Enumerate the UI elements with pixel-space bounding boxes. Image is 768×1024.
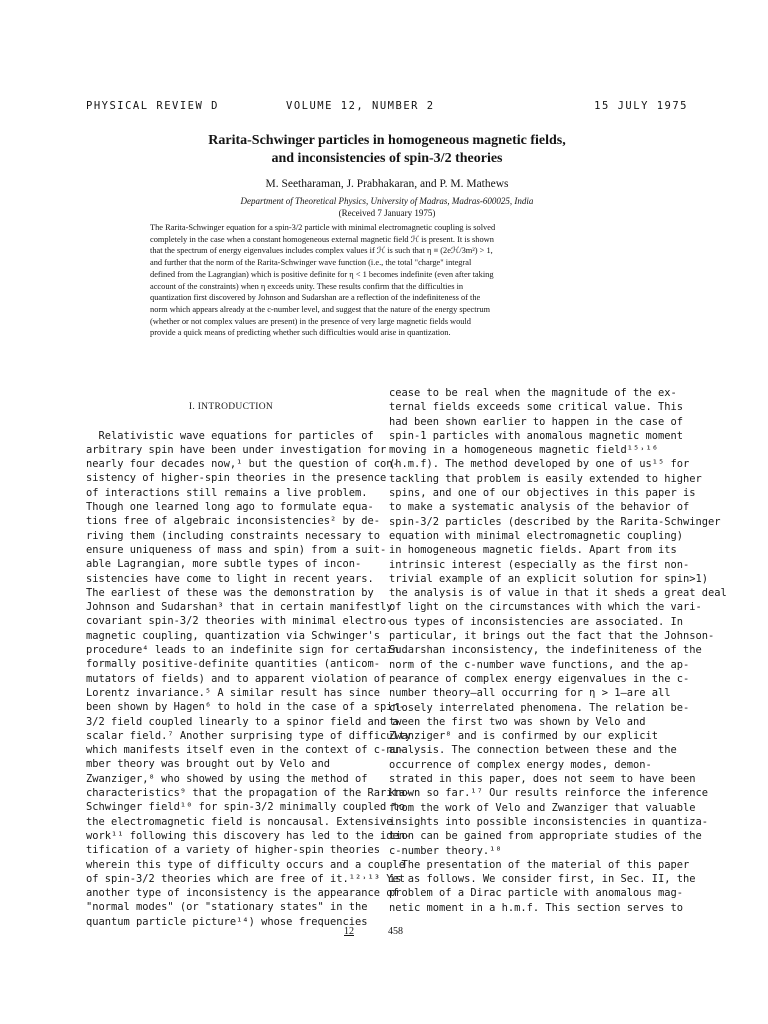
text-line: Relativistic wave equations for particles of	[86, 429, 374, 442]
text-line: scalar field.⁷ Another surprising type of difficulty	[86, 729, 412, 742]
text-line: tions free of algebraic inconsistencies² by de-	[86, 515, 381, 528]
text-line: tification of a variety of higher-spin theories	[86, 844, 381, 857]
text-line: occurrence of complex energy modes, demon-	[389, 758, 652, 771]
text-line: The presentation of the material of this paper	[389, 858, 690, 871]
text-line: arbitrary spin have been under investigation for	[86, 443, 387, 456]
text-line: ensure uniqueness of mass and spin) from a suit-	[86, 543, 387, 556]
text-line: been shown by Hagen⁶ to hold in the case of a spin-	[86, 701, 406, 714]
volume-number: VOLUME 12, NUMBER 2	[286, 100, 435, 112]
text-line: cease to be real when the magnitude of the ex-	[389, 387, 677, 399]
text-line: spin-1 particles with anomalous magnetic moment	[389, 429, 684, 442]
journal-name: PHYSICAL REVIEW D	[86, 100, 219, 112]
text-line: Johnson and Sudarshan³ that in certain manifestly	[86, 601, 393, 614]
text-line: intrinsic interest (especially as the first non-	[389, 558, 690, 571]
text-line: Schwinger field¹⁰ for spin-3/2 minimally coupled to	[86, 801, 406, 814]
text-line: to make a systematic analysis of the behavior of	[389, 501, 690, 514]
abstract-line: account of the constraints) when η exceeds unity. These results confirm that the difficulties in	[150, 281, 464, 291]
received-date: (Received 7 January 1975)	[338, 208, 436, 218]
text-line: insights into possible inconsistencies in quantiza-	[389, 815, 709, 828]
title-line-1: Rarita-Schwinger particles in homogeneous magnetic fields,	[208, 133, 566, 148]
text-line: particular, it brings out the fact that the Johnson-	[389, 630, 715, 643]
text-line: from the work of Velo and Zwanziger that valuable	[389, 801, 696, 814]
text-line: "normal modes" (or "stationary states" in the	[86, 901, 368, 914]
text-line: the analysis is of value in that it sheds a great deal	[389, 587, 727, 600]
text-line: which manifests itself even in the context of c-nu-	[86, 744, 406, 757]
authors: M. Seetharaman, J. Prabhakaran, and P. M. Mathews	[265, 178, 509, 190]
text-line: able Lagrangian, more subtle types of incon-	[86, 558, 362, 571]
text-line: ous types of inconsistencies are associated. In	[389, 615, 684, 628]
text-line: equation with minimal electromagnetic coupling)	[389, 529, 684, 542]
text-line: Though one learned long ago to formulate equa-	[86, 501, 374, 514]
text-line: Lorentz invariance.⁵ A similar result has since	[86, 686, 381, 699]
text-line: ternal fields exceeds some critical value. This	[389, 401, 684, 414]
abstract	[150, 222, 648, 339]
abstract-line: and further that the norm of the Rarita-Schwinger wave function (i.e., the total "charge" integral	[150, 258, 472, 268]
text-line: 3/2 field coupled linearly to a spinor field and a	[86, 715, 399, 728]
text-line: known so far.¹⁷ Our results reinforce the inference	[389, 787, 709, 800]
right-column	[389, 386, 727, 915]
text-line: analysis. The connection between these and the	[389, 744, 677, 757]
abstract-line: completely in the case when a constant homogeneous external magnetic field ℋ is present. It is shown	[150, 234, 494, 244]
text-line: spin-3/2 particles (described by the Rarita-Schwinger	[389, 515, 721, 528]
text-line: mutators of fields) and to apparent violation of	[86, 672, 387, 685]
issue-date: 15 JULY 1975	[594, 100, 688, 112]
left-column	[86, 400, 412, 929]
text-line: in homogeneous magnetic fields. Apart from its	[389, 544, 677, 557]
text-line: quantum particle picture¹⁴) whose frequencies	[86, 915, 368, 928]
footer-volume: 12	[344, 926, 354, 937]
affiliation: Department of Theoretical Physics, University of Madras, Madras-600025, India	[240, 196, 534, 206]
text-line: Zwanziger,⁸ who showed by using the method of	[86, 772, 368, 785]
text-line: nearly four decades now,¹ but the question of con-	[86, 458, 399, 471]
text-line: number theory—all occurring for η > 1—are all	[389, 687, 671, 700]
abstract-line: that the spectrum of energy eigenvalues includes complex values if ℋ is such that η ≡ (2eℋ/3m²) > 1,	[150, 246, 493, 256]
abstract-line: provide a quick means of predicting whether such difficulties would arise in quantization.	[150, 328, 451, 338]
text-line: of interactions still remains a live problem.	[86, 486, 368, 499]
text-line: had been shown earlier to happen in the case of	[389, 415, 684, 428]
abstract-line: quantization first discovered by Johnson and Sudarshan are a reflection of the indefiniteness of the	[150, 293, 481, 303]
text-line: riving them (including constraints necessary to	[86, 529, 381, 542]
text-line: The earliest of these was the demonstration by	[86, 586, 374, 599]
abstract-line: (whether or not complex values are present) in the presence of very large magnetic fields would	[150, 316, 471, 326]
text-line: Sudarshan inconsistency, the indefiniteness of the	[389, 644, 702, 657]
text-line: strated in this paper, does not seem to have been	[389, 773, 696, 786]
text-line: magnetic coupling, quantization via Schwinger's	[86, 629, 381, 642]
abstract-line: defined from the Lagrangian) which is positive definite for η < 1 becomes indefinite (even after taking	[150, 269, 494, 279]
text-line: formally positive-definite quantities (anticom-	[86, 658, 381, 671]
text-line: another type of inconsistency is the appearance of	[86, 887, 399, 900]
text-line: mber theory was brought out by Velo and	[86, 758, 330, 771]
text-line: sistency of higher-spin theories in the presence	[86, 472, 387, 485]
text-line: pearance of complex energy eigenvalues in the c-	[389, 672, 690, 685]
text-line: the electromagnetic field is noncausal. Extensive	[86, 815, 393, 828]
text-line: of spin-3/2 theories which are free of it.¹²˒¹³ Yet	[86, 872, 406, 885]
abstract-line: The Rarita-Schwinger equation for a spin-3/2 particle with minimal electromagnetic coupling is solved	[150, 223, 496, 232]
text-line	[86, 414, 376, 428]
text-line: norm of the c-number wave functions, and the ap-	[389, 658, 690, 671]
text-line: tackling that problem is easily extended to higher	[389, 472, 702, 485]
text-line: work¹¹ following this discovery has led to the iden-	[86, 829, 412, 842]
text-line: sistencies have come to light in recent years.	[86, 572, 374, 585]
page-number: 458	[388, 926, 403, 937]
paper-title	[86, 132, 688, 168]
text-line: procedure⁴ leads to an indefinite sign for certain	[86, 644, 399, 657]
text-line: Zwanziger⁸ and is confirmed by our explicit	[389, 730, 658, 743]
text-line: covariant spin-3/2 theories with minimal electro-	[86, 615, 393, 628]
text-line: tion can be gained from appropriate studies of the	[389, 830, 702, 843]
title-line-2: and inconsistencies of spin-3/2 theories	[271, 151, 503, 166]
text-line: tween the first two was shown by Velo and	[389, 715, 646, 728]
text-line: closely interrelated phenomena. The relation be-	[389, 701, 690, 714]
text-line: is as follows. We consider first, in Sec. II, the	[389, 873, 696, 886]
text-line: c-number theory.¹⁸	[389, 844, 502, 857]
text-line: characteristics⁹ that the propagation of the Rarita-	[86, 787, 412, 800]
text-line: of light on the circumstances with which the vari-	[389, 601, 702, 614]
text-line: moving in a homogeneous magnetic field¹⁵˒¹⁶	[389, 444, 658, 457]
text-line: trivial example of an explicit solution for spin>1)	[389, 572, 709, 585]
text-line: spins, and one of our objectives in this paper is	[389, 487, 696, 500]
abstract-line: norm which appears already at the c-number level, and suggest that the nature of the energy spectrum	[150, 304, 491, 314]
text-line: problem of a Dirac particle with anomalous mag-	[389, 887, 684, 900]
text-line: netic moment in a h.m.f. This section serves to	[389, 901, 684, 914]
section-heading: I. INTRODUCTION	[188, 402, 274, 412]
running-header	[86, 100, 688, 114]
text-line: wherein this type of difficulty occurs and a couple	[86, 858, 406, 871]
text-line: (h.m.f). The method developed by one of us¹⁵ for	[389, 458, 690, 471]
